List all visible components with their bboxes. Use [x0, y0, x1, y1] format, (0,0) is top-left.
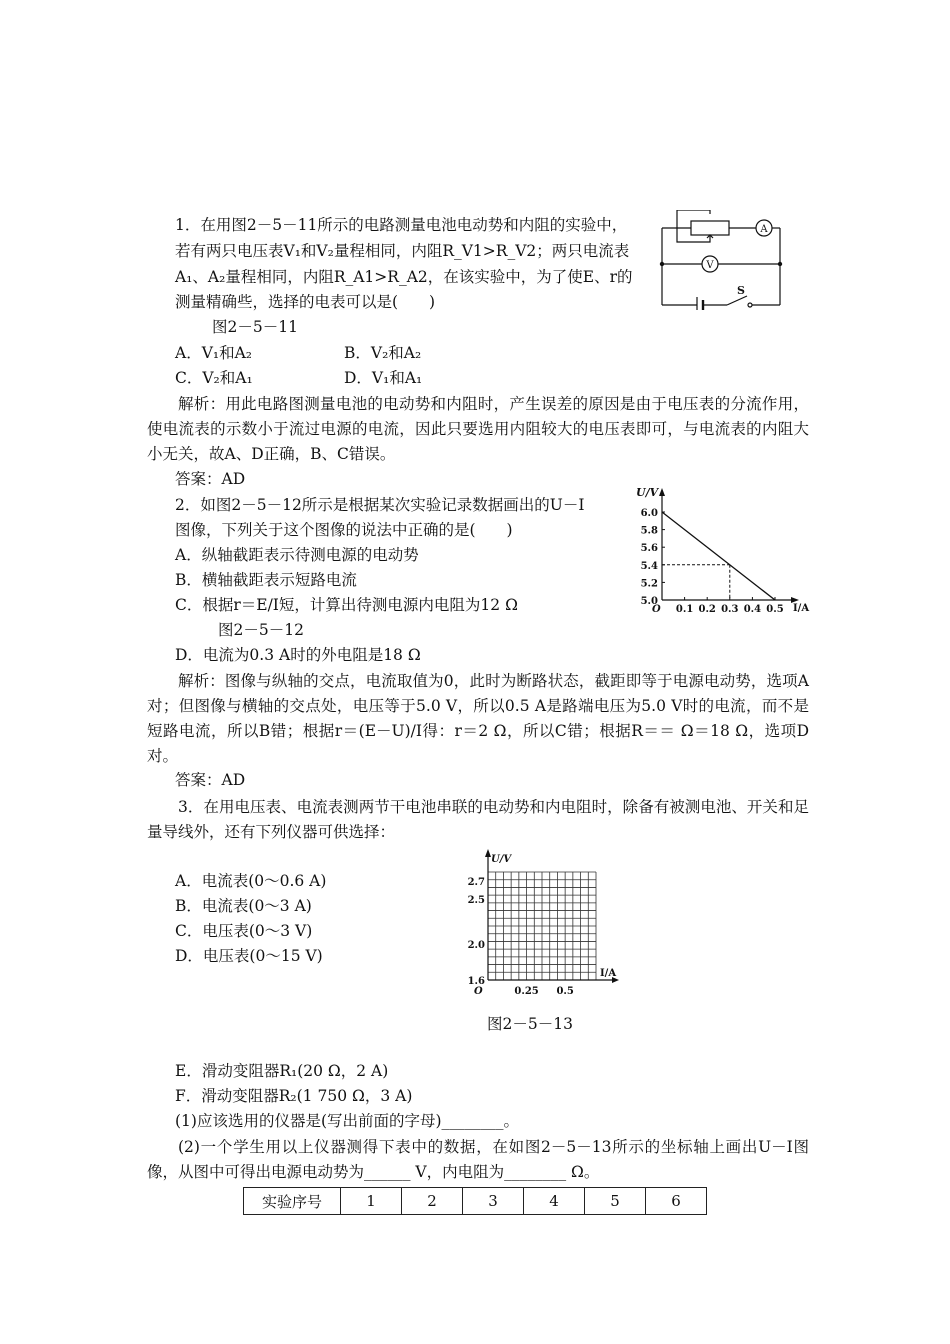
q3-intro: 3．在用电压表、电流表测两节干电池串联的电动势和内电阻时，除备有被测电池、开关和足量导线外，还有下列仪器可供选择：: [147, 798, 809, 841]
y-tick-label: 5.0: [640, 596, 658, 607]
q3-option-e: E．滑动变阻器R₁(20 Ω，2 A): [175, 1062, 389, 1080]
q1-option-d: D．V₁和A₁: [344, 369, 423, 387]
ui-chart: [628, 482, 813, 620]
q1-line-1: 1．在用图2－5－11所示的电路测量电池电动势和内阻的实验中，: [175, 216, 628, 234]
x-tick-label: 0.2: [698, 604, 716, 615]
y-tick-label: 2.7: [467, 877, 485, 888]
q2-option-a: A．纵轴截距表示待测电源的电动势: [175, 546, 419, 564]
q3-option-f: F．滑动变阻器R₂(1 750 Ω，3 A): [175, 1087, 413, 1105]
q3-sub-question-1: (1)应该选用的仪器是(写出前面的字母)________。: [175, 1112, 520, 1130]
q1-option-a: A．V₁和A₂: [175, 344, 253, 362]
ui-grid-chart: [460, 848, 620, 1000]
voltmeter-label: V: [706, 260, 714, 271]
origin-label: O: [474, 986, 483, 997]
table-header-cell: 3: [463, 1188, 524, 1215]
rheostat-slider: [677, 210, 710, 242]
q2-line-1: 2．如图2－5－12所示是根据某次实验记录数据画出的U－I: [175, 496, 585, 514]
q3-option-c: C．电压表(0～3 V): [175, 922, 313, 940]
q2-answer: 答案：AD: [175, 771, 246, 789]
q1-line-2: 若有两只电压表V₁和V₂量程相同，内阻R_V1>R_V2；两只电流表: [175, 242, 630, 260]
y-tick-label: 5.6: [640, 543, 658, 555]
switch-lever: [727, 296, 747, 305]
y-tick-label: 2.5: [467, 895, 485, 906]
table-header-cell: 5: [585, 1188, 646, 1215]
y-tick-label: 5.4: [640, 560, 658, 572]
x-tick-label: 0.25: [514, 986, 539, 997]
data-table: [243, 1187, 707, 1215]
table-row: [244, 1188, 707, 1215]
y-tick-label: 5.2: [640, 578, 658, 590]
y-axis-label: U/V: [491, 854, 512, 865]
q1-analysis: 解析：用此电路图测量电池的电动势和内阻时，产生误差的原因是由于电压表的分流作用，使电流表的示数小于流过电源的电流，因此只要选用内阻较大的电压表即可，与电流表的内阻大小无关，故A、D正确，B、C错误。: [147, 395, 809, 463]
table-header-cell: 1: [341, 1188, 402, 1215]
x-tick-label: 0.5: [766, 604, 784, 615]
q1-figure-caption: 图2－5－11: [212, 318, 298, 336]
q2-option-d: D．电流为0.3 A时的外电阻是18 Ω: [175, 646, 421, 664]
x-tick-label: 0.3: [721, 604, 739, 615]
table-header-cell: 6: [646, 1188, 707, 1215]
switch-contact: [748, 303, 752, 307]
q2-option-b: B．横轴截距表示短路电流: [175, 571, 357, 589]
q2-line-2: 图像，下列关于这个图像的说法中正确的是( ): [175, 521, 513, 539]
q3-sub-question-2: (2)一个学生用以上仪器测得下表中的数据，在如图2－5－13所示的坐标轴上画出U－I图像，从图中可得出电源电动势为______ V，内电阻为________ Ω。: [147, 1138, 809, 1181]
switch-label: S: [737, 284, 745, 297]
q3-option-a: A．电流表(0～0.6 A): [175, 872, 327, 890]
q3-figure-caption: 图2－5－13: [487, 1015, 573, 1033]
q1-answer: 答案：AD: [175, 470, 246, 488]
y-tick-label: 6.0: [640, 508, 658, 519]
table-header-cell: 实验序号: [244, 1188, 341, 1215]
q3-option-d: D．电压表(0～15 V): [175, 947, 323, 965]
q1-option-b: B．V₂和A₂: [344, 344, 422, 362]
q3-option-b: B．电流表(0～3 A): [175, 897, 312, 915]
q1-line-4: 测量精确些，选择的电表可以是( ): [175, 293, 436, 311]
x-axis-label: I/A: [793, 603, 810, 614]
y-tick-label: 5.8: [640, 525, 658, 537]
data-line: [662, 512, 775, 600]
x-tick-label: 0.5: [556, 986, 574, 997]
q2-option-c: C．根据r＝E/I短，计算出待测电源内电阻为12 Ω: [175, 596, 518, 614]
circuit-diagram: [655, 210, 790, 310]
y-axis-label: U/V: [636, 486, 659, 499]
y-tick-label: 2.0: [467, 940, 485, 951]
q1-option-c: C．V₂和A₁: [175, 369, 253, 387]
table-header-cell: 4: [524, 1188, 585, 1215]
rheostat: [691, 221, 729, 235]
x-axis-label: I/A: [600, 968, 617, 979]
q1-line-3: A₁、A₂量程相同，内阻R_A1>R_A2，在该实验中，为了使E、r的: [175, 268, 633, 286]
ammeter-label: A: [760, 224, 768, 235]
x-tick-label: 0.1: [675, 604, 694, 615]
origin-label: O: [652, 604, 661, 615]
table-header-cell: 2: [402, 1188, 463, 1215]
q2-figure-caption: 图2－5－12: [218, 621, 304, 639]
q2-analysis: 解析：图像与纵轴的交点，电流取值为0，此时为断路状态，截距即等于电源电动势，选项A对；但图像与横轴的交点处，电压等于5.0 V，所以0.5 A是路端电压为5.0 V时的电流，而不是短路电流，所以B错；根据r＝(E－U)/I得：r＝2 Ω，所以C错；根据R＝＝ Ω＝18 Ω，选项D对。: [147, 672, 809, 765]
y-tick-label: 1.6: [467, 976, 485, 987]
x-tick-label: 0.4: [743, 604, 762, 615]
y-axis-arrow: [659, 488, 665, 496]
